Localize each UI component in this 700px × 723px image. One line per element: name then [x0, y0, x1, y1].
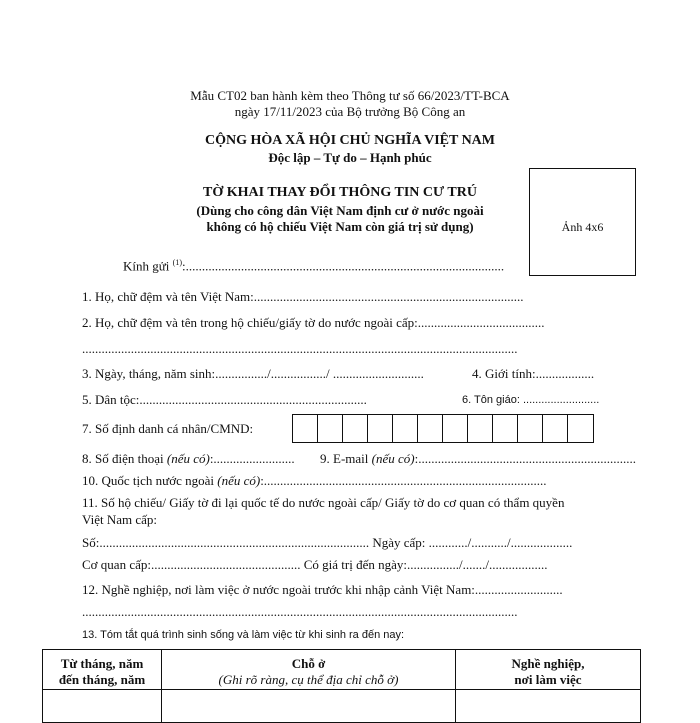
field-issuing-authority[interactable]: Cơ quan cấp:.............................................. Có giá trị đến ngày:................/......./..................: [82, 557, 548, 572]
field-gender[interactable]: 4. Giới tính:..................: [472, 366, 595, 381]
id-digit-cell[interactable]: [568, 415, 593, 442]
nationality-note: (nếu có): [217, 473, 261, 488]
field-occupation-abroad-continued[interactable]: ......................................................................................................................................: [82, 604, 518, 619]
form-subtitle-line2: không có hộ chiếu Việt Nam còn giá trị sử dụng): [206, 219, 474, 234]
id-digit-cell[interactable]: [343, 415, 368, 442]
field-passport-number-label: 11. Số hộ chiếu/ Giấy tờ đi lại quốc tế do nước ngoài cấp/ Giấy tờ do cơ quan có thẩm quyền: [82, 495, 565, 510]
table-header-occupation: [456, 650, 641, 690]
field-passport-name-continued[interactable]: ......................................................................................................................................: [82, 341, 518, 356]
table-header-period: [43, 650, 162, 690]
id-digit-cell[interactable]: [393, 415, 418, 442]
id-digit-cell[interactable]: [293, 415, 318, 442]
recipient-field[interactable]: [123, 258, 504, 274]
id-digit-cell[interactable]: [518, 415, 543, 442]
phone-dots: :.........................: [209, 451, 295, 466]
form-reference-line2: ngày 17/11/2023 của Bộ trưởng Bộ Công an: [234, 104, 466, 119]
form-reference-date: [0, 104, 700, 120]
field-phone[interactable]: [82, 451, 295, 467]
phone-label: 8. Số điện thoại: [82, 451, 167, 466]
field-religion[interactable]: 6. Tôn giáo: .........................: [462, 394, 600, 406]
field-residence-history-label: 13. Tóm tắt quá trình sinh sống và làm việc từ khi sinh ra đến nay:: [82, 629, 405, 641]
nationality-dots: :.......................................................................................: [260, 473, 547, 488]
table-cell-occupation[interactable]: [456, 690, 641, 723]
email-dots: :...................................................................: [414, 451, 636, 466]
table-row[interactable]: [43, 690, 641, 723]
occupation-header-line2: nơi làm việc: [514, 672, 582, 687]
recipient-label: Kính gửi: [123, 258, 170, 274]
id-digit-cell[interactable]: [443, 415, 468, 442]
national-motto: Độc lập – Tự do – Hạnh phúc: [268, 150, 432, 165]
id-digit-cell[interactable]: [368, 415, 393, 442]
field-passport-number-label-cont: Việt Nam cấp:: [82, 512, 158, 527]
table-header-address: [162, 650, 456, 690]
form-reference: [0, 88, 700, 104]
field-ethnicity[interactable]: 5. Dân tộc:......................................................................: [82, 392, 367, 407]
phone-note: (nếu có): [166, 451, 210, 466]
field-id-number-label: 7. Số định danh cá nhân/CMND:: [82, 421, 254, 436]
nationality-label: 10. Quốc tịch nước ngoài: [82, 473, 218, 488]
form-title: TỜ KHAI THAY ĐỔI THÔNG TIN CƯ TRÚ: [203, 185, 477, 200]
address-header-line1: Chỗ ở: [291, 656, 326, 671]
id-digit-cell[interactable]: [543, 415, 568, 442]
field-occupation-abroad[interactable]: 12. Nghề nghiệp, nơi làm việc ở nước ngoài trước khi nhập cảnh Việt Nam:...........................: [82, 582, 563, 597]
id-number-grid[interactable]: [292, 414, 594, 443]
photo-label: Ảnh 4x6: [561, 220, 604, 234]
recipient-dots: :..................................................................................................: [182, 258, 505, 274]
email-label: 9. E-mail: [320, 451, 372, 466]
field-foreign-nationality[interactable]: [82, 473, 547, 489]
id-digit-cell[interactable]: [418, 415, 443, 442]
field-passport-name[interactable]: 2. Họ, chữ đệm và tên trong hộ chiếu/giấy tờ do nước ngoài cấp:.......................................: [82, 315, 545, 330]
occupation-header-line1: Nghề nghiệp,: [511, 656, 585, 671]
id-digit-cell[interactable]: [318, 415, 343, 442]
residence-history-table: [42, 649, 641, 723]
photo-box[interactable]: [529, 168, 636, 276]
field-email[interactable]: [320, 451, 636, 467]
table-cell-period[interactable]: [43, 690, 162, 723]
form-reference-line1: Mẫu CT02 ban hành kèm theo Thông tư số 66/2023/TT-BCA: [190, 88, 510, 103]
address-header-line2: (Ghi rõ ràng, cụ thể địa chỉ chỗ ở): [218, 672, 399, 687]
field-vietnamese-name[interactable]: 1. Họ, chữ đệm và tên Việt Nam:...................................................................................: [82, 289, 524, 304]
period-header-line2: đến tháng, năm: [58, 672, 146, 687]
id-digit-cell[interactable]: [468, 415, 493, 442]
table-cell-address[interactable]: [162, 690, 456, 723]
form-subtitle-line1: (Dùng cho công dân Việt Nam định cư ở nước ngoài: [196, 203, 484, 218]
period-header-line1: Từ tháng, năm: [60, 656, 144, 671]
email-note: (nếu có): [371, 451, 415, 466]
country-name: CỘNG HÒA XÃ HỘI CHỦ NGHĨA VIỆT NAM: [204, 133, 495, 148]
field-passport-number[interactable]: Số:................................................................................... Ngày cấp: ............/.........../...................: [82, 535, 573, 550]
id-digit-cell[interactable]: [493, 415, 518, 442]
recipient-footnote: (1): [172, 258, 182, 267]
field-date-of-birth[interactable]: 3. Ngày, tháng, năm sinh:................/................./ ............................: [82, 366, 424, 381]
